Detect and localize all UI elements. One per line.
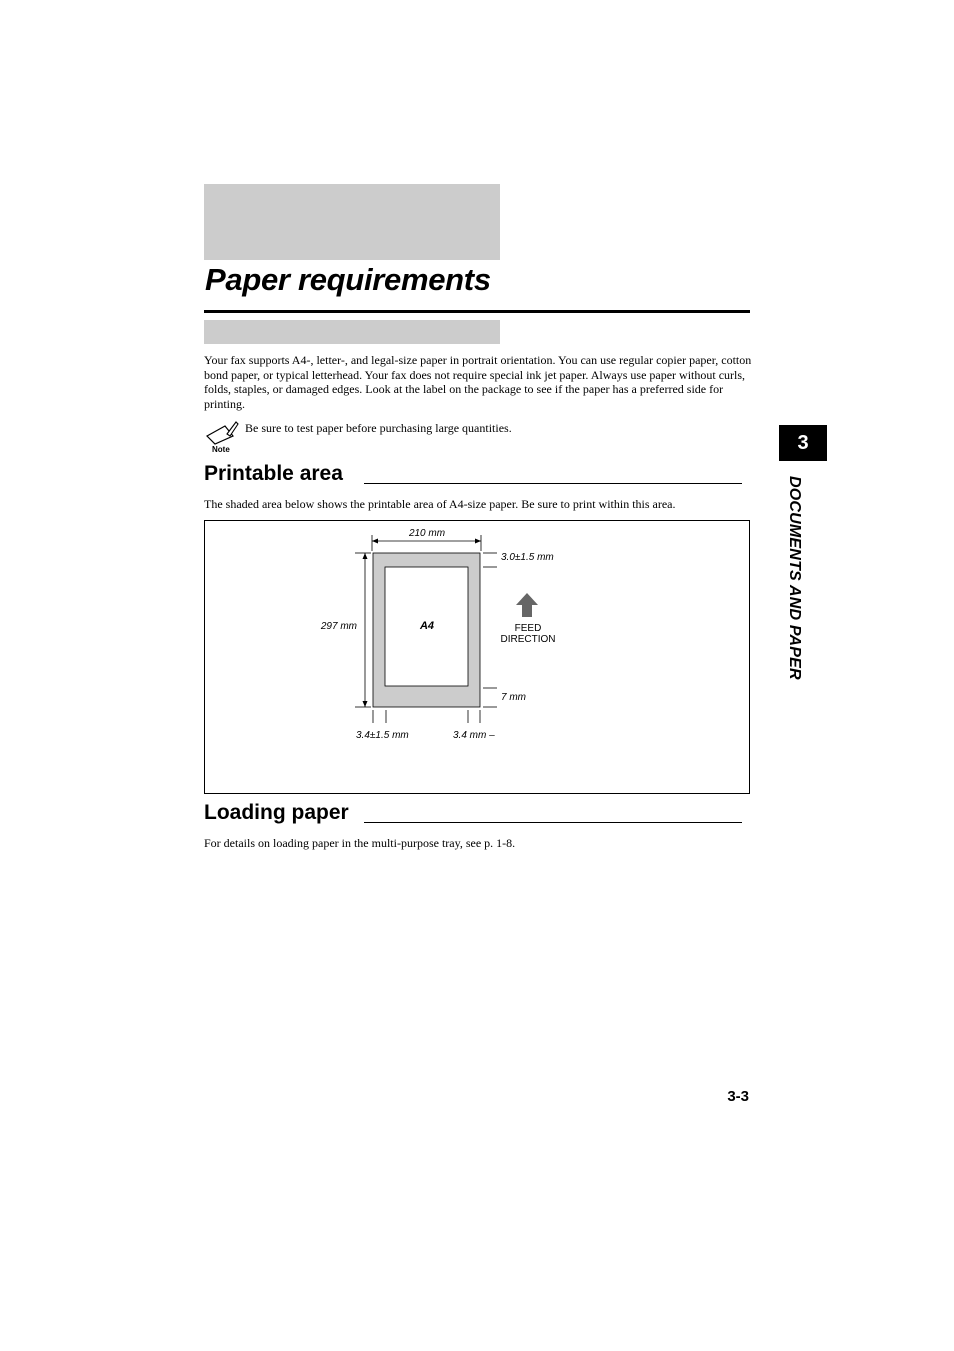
printable-area-text: The shaded area below shows the printable area of A4-size paper. Be sure to print within this area. [204,497,676,511]
loading-paper-rule [364,822,742,823]
loading-paper-text: For details on loading paper in the multi-purpose tray, see p. 1-8. [204,836,516,850]
feed-direction-arrow-icon [516,593,538,617]
note-pencil-icon [205,420,241,456]
paper-size-label: A4 [419,620,435,632]
printable-area-figure [205,521,749,793]
chapter-number-tab: 3 [779,425,827,461]
subheader-shade-block [204,320,500,344]
chapter-title-vertical: DOCUMENTS AND PAPER [786,476,803,680]
header-shade-block [204,184,500,260]
note-label: Note [212,445,230,454]
printable-area-heading: Printable area [204,462,343,485]
feed-label-line-1: FEED [514,623,542,634]
note-text: Be sure to test paper before purchasing large quantities. [245,421,512,435]
width-label: 210 mm [408,528,446,539]
title-rule [204,310,750,313]
page-number: 3-3 [727,1088,749,1105]
printable-area-diagram [204,520,750,794]
height-label: 297 mm [320,621,357,632]
page-title: Paper requirements [205,262,491,297]
feed-label-line-2: DIRECTION [500,634,556,645]
loading-paper-heading: Loading paper [204,801,349,824]
right-margin-label: 3.4 mm – [453,730,495,741]
top-margin-label: 3.0±1.5 mm [501,552,554,563]
width-arrow-right [475,539,481,544]
height-arrow-top [363,553,368,559]
bottom-margin-label: 7 mm [501,692,526,703]
left-margin-label: 3.4±1.5 mm [356,730,409,741]
printable-area-rule [364,483,742,484]
height-arrow-bottom [363,701,368,707]
width-arrow-left [372,539,378,544]
intro-paragraph: Your fax supports A4-, letter-, and legal-size paper in portrait orientation. You can use regular copier paper, cotton bond paper, or typical letterhead. Your fax does not require special ink jet paper. Always use paper without curls, folds, staples, or damaged edges. Look at the label on the package to see if the paper has a preferred side for printing. [204,353,752,411]
